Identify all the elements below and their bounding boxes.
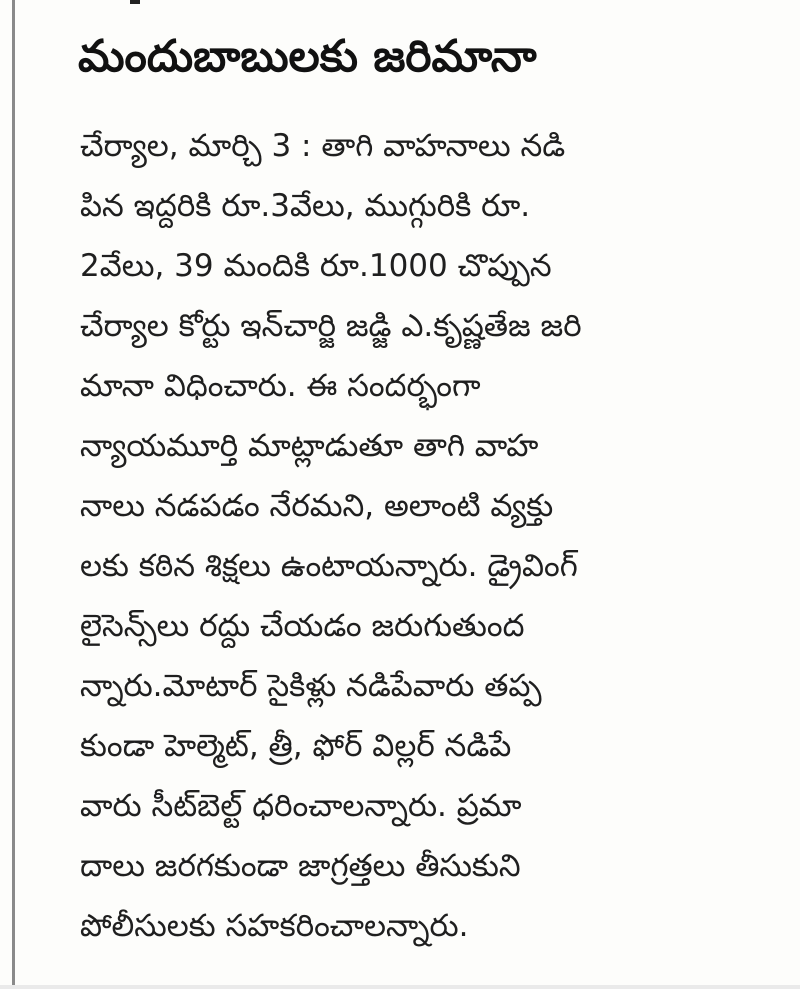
article-line: వారు సీట్‌బెల్ట్ ధరించాలన్నారు. ప్రమా — [80, 788, 522, 824]
article-line: న్నారు.మోటార్ సైకిళ్లు నడిపేవారు తప్ప — [80, 668, 542, 704]
top-edge-mark — [130, 0, 140, 4]
article-line: చేర్యాల కోర్టు ఇన్‌చార్జి జడ్జి ఎ.కృష్ణతేజ జరి — [80, 308, 582, 344]
article-line: మానా విధించారు. ఈ సందర్భంగా — [80, 368, 481, 404]
article-line: లైసెన్స్‌లు రద్దు చేయడం జరుగుతుంద — [80, 608, 525, 644]
article-line: 2వేలు, 39 మందికి రూ.1000 చొప్పున — [80, 248, 552, 284]
article-headline: మందుబాబులకు జరిమానా — [78, 31, 537, 82]
article-body — [80, 116, 730, 956]
bottom-edge — [0, 985, 800, 989]
article-line: చేర్యాల, మార్చి 3 : తాగి వాహనాలు నడి — [80, 128, 566, 164]
article-line: పోలీసులకు సహకరించాలన్నారు. — [80, 908, 469, 944]
article-line: దాలు జరగకుండా జాగ్రత్తలు తీసుకుని — [80, 848, 521, 884]
article-line: న్యాయమూర్తి మాట్లాడుతూ తాగి వాహ — [80, 428, 539, 464]
article-line: పిన ఇద్దరికి రూ.3వేలు, ముగ్గురికి రూ. — [80, 188, 531, 224]
article-line: కుండా హెల్మెట్, త్రీ, ఫోర్ విల్లర్ నడిపే — [80, 728, 512, 764]
column-divider — [12, 0, 15, 989]
article-line: లకు కఠిన శిక్షలు ఉంటాయన్నారు. డ్రైవింగ్ — [80, 548, 578, 584]
article-line: నాలు నడపడం నేరమని, అలాంటి వ్యక్తు — [80, 488, 554, 524]
